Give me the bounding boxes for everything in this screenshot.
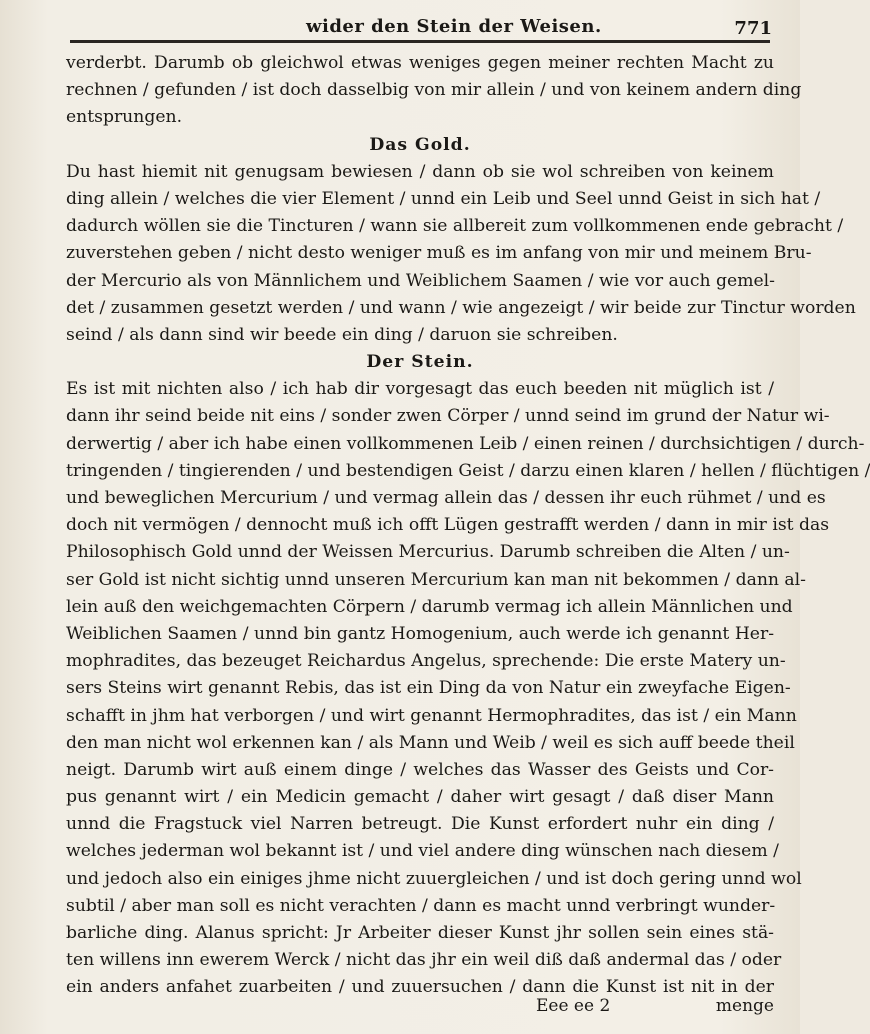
text-line: schafft in jhm hat verborgen / und wirt genannt Hermophradites, das ist / ein Mann [66,705,797,726]
running-title: wider den Stein der Weisen. [306,16,602,37]
text-line: neigt. Darumb wirt auß einem dinge / welches das Wasser des Geists und Cor- [66,759,774,780]
text-line: ein anders anfahet zuarbeiten / und zuuersuchen / dann die Kunst ist nit in der [66,977,774,998]
text-line: verderbt. Darumb ob gleichwol etwas weniges gegen meiner rechten Macht zu [66,53,774,73]
text-line: mophradites, das bezeuget Reichardus Angelus, sprechende: Die erste Matery un- [66,651,786,672]
speaker-heading-gold: Das Gold. [369,134,471,155]
text-line: den man nicht wol erkennen kan / als Mann und Weib / weil es sich auff beede theil [66,732,795,753]
text-line: barliche ding. Alanus spricht: Jr Arbeiter dieser Kunst jhr sollen sein eines stä- [66,923,774,943]
page-number: 771 [734,18,772,39]
text-line: tringenden / tingierenden / und bestendigen Geist / darzu einen klaren / hellen / flüchtigen / [66,460,870,481]
text-line: zuverstehen geben / nicht desto weniger muß es im anfang von mir und meinem Bru- [66,243,812,264]
text-line: lein auß den weichgemachten Cörpern / darumb vermag ich allein Männlichen und [66,596,793,617]
text-line: subtil / aber man soll es nicht verachten / dann es macht unnd verbringt wunder- [66,895,776,916]
body-text [66,50,870,1002]
text-line: seind / als dann sind wir beede ein ding / daruon sie schreiben. [66,324,618,345]
text-line: sers Steins wirt genannt Rebis, das ist ein Ding da von Natur ein zweyfache Eigen- [66,678,791,699]
text-line: entsprungen. [66,107,183,128]
catchword: menge [715,996,774,1016]
text-line: unnd die Fragstuck viel Narren betreugt. Die Kunst erfordert nuhr ein ding / [66,814,774,835]
text-line: Du hast hiemit nit genugsam bewiesen / dann ob sie wol schreiben von keinem [66,161,774,182]
speaker-heading-stone: Der Stein. [366,352,474,373]
text-line: rechnen / gefunden / ist doch dasselbig von mir allein / und von keinem andern ding [66,80,802,101]
text-line: Weiblichen Saamen / unnd bin gantz Homogenium, auch werde ich genannt Her- [66,623,774,644]
text-line: det / zusammen gesetzt werden / und wann / wie angezeigt / wir beide zur Tinctur worden [66,297,856,318]
text-line: ser Gold ist nicht sichtig unnd unseren Mercurium kan man nit bekommen / dann al- [66,569,806,590]
text-line: dadurch wöllen sie die Tincturen / wann sie allbereit zum vollkommenen ende gebracht / [66,216,844,237]
text-line: der Mercurio als von Männlichem und Weiblichem Saamen / wie vor auch gemel- [66,270,775,291]
page-footer [66,996,774,1024]
text-line: welches jederman wol bekannt ist / und viel andere ding wünschen nach diesem / [66,841,779,862]
header-rule [70,40,770,43]
text-line: Es ist mit nichten also / ich hab dir vorgesagt das euch beeden nit müglich ist / [66,379,774,400]
signature-mark: Eee ee 2 [536,996,611,1016]
text-line: pus genannt wirt / ein Medicin gemacht / daher wirt gesagt / daß diser Mann [66,787,774,808]
text-line: und jedoch also ein einiges jhme nicht zuuergleichen / und ist doch gering unnd wol [66,868,802,889]
text-line: und beweglichen Mercurium / und vermag allein das / dessen ihr euch rühmet / und es [66,488,826,508]
text-line: doch nit vermögen / dennocht muß ich offt Lügen gestrafft werden / dann in mir ist das [66,515,830,536]
text-line: derwertig / aber ich habe einen vollkommenen Leib / einen reinen / durchsichtigen / durch- [66,433,865,454]
text-line: dann ihr seind beide nit eins / sonder zwen Cörper / unnd seind im grund der Natur wi- [66,406,830,427]
text-line: ding allein / welches die vier Element / unnd ein Leib und Seel unnd Geist in sich hat / [66,188,821,209]
text-line: ten willens inn ewerem Werck / nicht das jhr ein weil diß daß andermal das / oder [66,950,782,971]
text-line: Philosophisch Gold unnd der Weissen Mercurius. Darumb schreiben die Alten / un- [66,542,790,563]
